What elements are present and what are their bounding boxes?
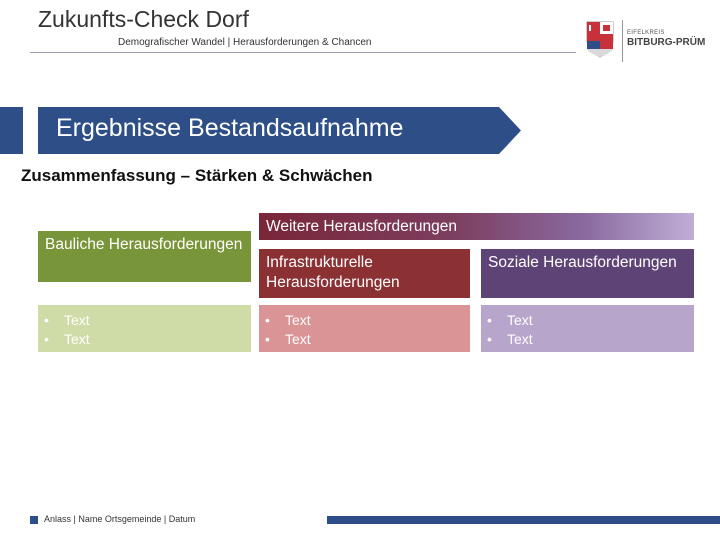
soziale-card-title: Soziale Herausforderungen [481, 249, 694, 298]
logo-divider [622, 20, 623, 62]
logo-line1: EIFELKREIS [627, 30, 665, 36]
infrastrukturelle-card-body [259, 305, 470, 352]
infrastrukturelle-card-title: Infrastrukturelle Herausforderungen [259, 249, 470, 298]
bauliche-card-title: Bauliche Herausforderungen [38, 231, 251, 282]
list-item: • Text [265, 330, 470, 349]
section-heading: Ergebnisse Bestandsaufnahme [56, 114, 404, 142]
district-logo [585, 20, 710, 62]
footer-accent-left [30, 516, 38, 524]
soziale-card-body [481, 305, 694, 352]
footer-text: Anlass | Name Ortsgemeinde | Datum [44, 514, 196, 524]
soziale-list [487, 311, 694, 349]
banner-accent [0, 107, 23, 154]
list-item: • Text [44, 330, 251, 349]
logo-line2: BITBURG-PRÜM [627, 37, 706, 48]
list-item: • Text [44, 311, 251, 330]
bauliche-card-body [38, 305, 251, 352]
list-item: • Text [487, 311, 694, 330]
footer-accent-bar [327, 516, 720, 524]
list-item: • Text [487, 330, 694, 349]
list-item: • Text [265, 311, 470, 330]
weitere-header: Weitere Herausforderungen [259, 213, 694, 240]
presentation-title: Zukunfts-Check Dorf [38, 6, 249, 32]
presentation-subtitle: Demografischer Wandel | Herausforderungen & Chancen [118, 37, 372, 48]
summary-heading: Zusammenfassung – Stärken & Schwächen [21, 166, 373, 185]
header-divider [30, 52, 576, 53]
bauliche-list [44, 311, 251, 349]
infrastrukturelle-list [265, 311, 470, 349]
coat-of-arms-icon [585, 20, 615, 58]
